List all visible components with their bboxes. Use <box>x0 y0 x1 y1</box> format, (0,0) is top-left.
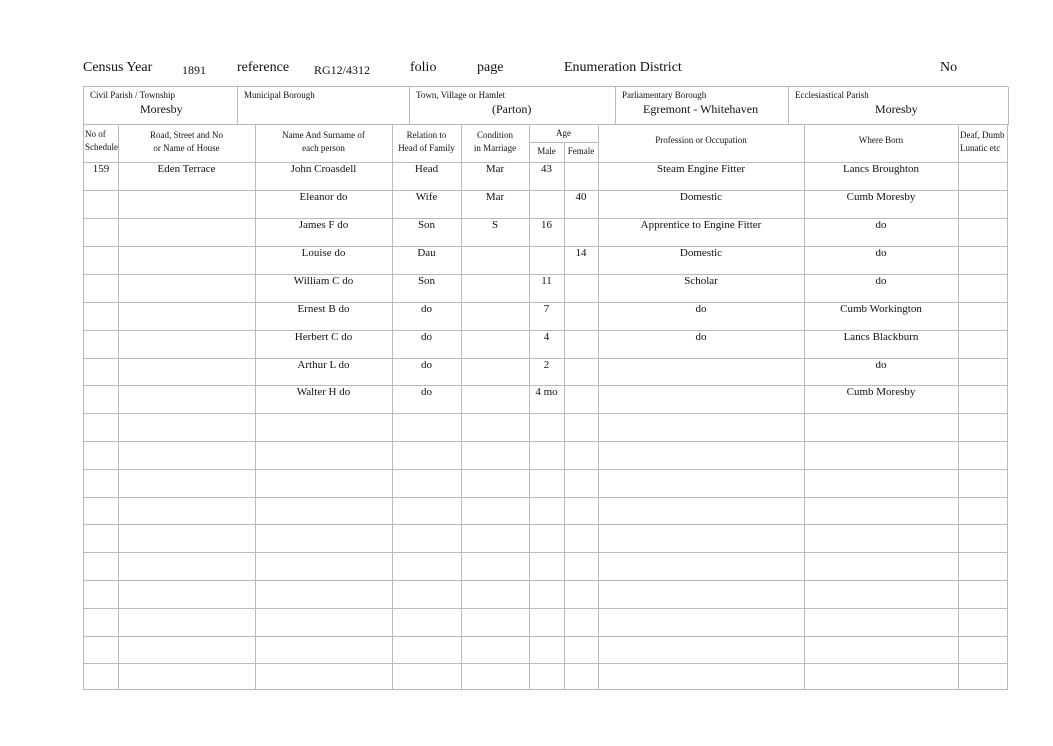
cell-condition <box>461 358 529 372</box>
col-header-relation-line2: Head of Family <box>398 143 455 153</box>
col-header-name-line2: each person <box>302 143 345 153</box>
cell-occupation: do <box>695 303 707 315</box>
town-label: Town, Village or Hamlet <box>416 90 506 100</box>
cell-schedule <box>84 274 118 288</box>
cell-occupation: Domestic <box>679 191 723 203</box>
col-divider <box>255 125 256 689</box>
row-line <box>84 608 1007 609</box>
cell-condition: Mar <box>485 191 505 203</box>
municipal-borough-cell <box>238 87 410 125</box>
cell-schedule <box>84 190 118 204</box>
cell-name: Walter H do <box>296 386 351 398</box>
cell-road <box>118 330 255 344</box>
row-line <box>84 497 1007 498</box>
cell-condition <box>461 330 529 344</box>
cell-relation: Head <box>414 163 439 175</box>
row-line <box>84 580 1007 581</box>
cell-where-born: do <box>875 275 887 287</box>
cell-road: Eden Terrace <box>157 163 216 175</box>
civil-parish-value: Moresby <box>140 102 183 116</box>
col-header-road <box>118 129 255 155</box>
col-header-name-line1: Name And Surname of <box>282 130 365 140</box>
cell-relation: do <box>421 303 432 315</box>
cell-occupation <box>598 358 804 372</box>
census-year-value: 1891 <box>182 63 206 77</box>
row-line <box>84 552 1007 553</box>
col-header-female: Female <box>567 146 595 156</box>
col-header-where-born: Where Born <box>858 135 904 145</box>
col-header-road-line1: Road, Street and No <box>150 130 223 140</box>
cell-relation: Son <box>417 219 436 231</box>
cell-name: John Croasdell <box>290 163 357 175</box>
age-subheader-line <box>529 142 598 143</box>
col-header-schedule-line1: No of <box>85 129 106 139</box>
cell-name: Herbert C do <box>294 331 353 343</box>
census-table <box>83 124 1008 690</box>
col-header-name <box>255 129 392 155</box>
cell-male: 11 <box>541 275 552 287</box>
cell-road <box>118 274 255 288</box>
number-label: No <box>940 60 958 75</box>
col-header-schedule <box>84 128 119 154</box>
cell-male: 4 <box>543 331 550 343</box>
cell-female <box>564 330 598 344</box>
cell-name: Eleanor do <box>299 191 348 203</box>
cell-relation: do <box>421 359 432 371</box>
cell-where-born: do <box>875 247 887 259</box>
ecclesiastical-parish-value: Moresby <box>875 102 918 116</box>
col-header-relation-line1: Relation to <box>406 130 447 140</box>
col-header-road-line2: or Name of House <box>153 143 220 153</box>
col-divider <box>804 125 805 689</box>
cell-female <box>564 358 598 372</box>
cell-schedule <box>84 358 118 372</box>
cell-female <box>564 274 598 288</box>
cell-road <box>118 246 255 260</box>
cell-male: 7 <box>543 303 550 315</box>
cell-occupation: do <box>695 331 707 343</box>
col-header-male: Male <box>537 146 556 156</box>
cell-condition <box>461 274 529 288</box>
cell-male <box>529 190 564 204</box>
cell-relation: do <box>421 386 432 398</box>
cell-relation: Wife <box>415 191 438 203</box>
cell-schedule <box>84 385 118 399</box>
cell-condition <box>461 302 529 316</box>
cell-name: James F do <box>298 219 349 231</box>
cell-where-born: do <box>875 359 887 371</box>
folio-label: folio <box>410 60 437 75</box>
cell-female <box>564 218 598 232</box>
census-year-label: Census Year <box>83 60 153 75</box>
col-divider <box>118 125 119 689</box>
cell-road <box>118 385 255 399</box>
cell-occupation: Domestic <box>679 247 723 259</box>
cell-name: Louise do <box>301 247 346 259</box>
cell-male: 2 <box>543 359 550 371</box>
cell-occupation <box>598 385 804 399</box>
col-header-relation <box>392 129 461 155</box>
cell-road <box>118 218 255 232</box>
col-divider <box>958 125 959 689</box>
cell-where-born: Lancs Broughton <box>842 163 920 175</box>
cell-schedule <box>84 218 118 232</box>
parliamentary-borough-cell <box>616 87 789 125</box>
col-header-deaf-line2: Lunatic etc <box>960 143 1001 153</box>
cell-female <box>564 302 598 316</box>
col-divider <box>529 125 530 689</box>
cell-name: Ernest B do <box>297 303 350 315</box>
cell-relation: Son <box>417 275 436 287</box>
col-divider <box>461 125 462 689</box>
cell-female <box>564 385 598 399</box>
reference-value: RG12/4312 <box>314 63 371 77</box>
col-header-deaf-line1: Deaf, Dumb <box>960 130 1005 140</box>
cell-where-born: Cumb Moresby <box>846 386 916 398</box>
cell-occupation: Apprentice to Engine Fitter <box>640 219 762 231</box>
cell-schedule <box>84 302 118 316</box>
enumeration-district-label: Enumeration District <box>564 60 682 75</box>
col-header-condition-line2: in Marriage <box>473 143 517 153</box>
col-header-condition-line1: Condition <box>476 130 513 140</box>
cell-schedule <box>84 330 118 344</box>
cell-where-born: Lancs Blackburn <box>843 331 919 343</box>
cell-name: Arthur L do <box>297 359 350 371</box>
cell-male: 16 <box>541 219 552 231</box>
civil-parish-cell <box>84 87 238 125</box>
ecclesiastical-parish-label: Ecclesiastical Parish <box>795 90 869 100</box>
col-divider <box>598 125 599 689</box>
col-header-condition <box>461 129 529 155</box>
cell-male <box>529 246 564 260</box>
cell-condition <box>461 246 529 260</box>
parliamentary-borough-value: Egremont - Whitehaven <box>643 102 759 116</box>
parish-info-row <box>83 86 1008 124</box>
col-header-age: Age <box>556 128 571 138</box>
cell-relation: do <box>421 331 432 343</box>
parliamentary-borough-label: Parliamentary Borough <box>622 90 707 100</box>
row-line <box>84 636 1007 637</box>
row-line <box>84 524 1007 525</box>
col-header-schedule-line2: Schedule <box>85 142 118 152</box>
cell-schedule <box>84 246 118 260</box>
cell-condition <box>461 385 529 399</box>
town-value: (Parton) <box>492 102 532 116</box>
cell-where-born: do <box>875 219 887 231</box>
cell-female: 40 <box>575 191 587 203</box>
cell-schedule: 159 <box>92 163 110 175</box>
town-cell <box>410 87 616 125</box>
cell-male: 43 <box>541 163 552 175</box>
cell-road <box>118 358 255 372</box>
cell-where-born: Cumb Workington <box>840 303 922 315</box>
col-header-occupation: Profession or Occupation <box>655 135 747 145</box>
ecclesiastical-parish-cell <box>789 87 1009 125</box>
cell-female <box>564 162 598 176</box>
row-line <box>84 663 1007 664</box>
col-divider <box>392 125 393 689</box>
row-line <box>84 469 1007 470</box>
row-line <box>84 441 1007 442</box>
cell-female: 14 <box>575 247 587 259</box>
reference-label: reference <box>237 60 290 75</box>
cell-occupation: Scholar <box>684 275 718 287</box>
col-header-deaf <box>958 129 1011 155</box>
page-label: page <box>477 60 504 75</box>
cell-condition: Mar <box>485 163 505 175</box>
cell-condition: S <box>491 219 499 231</box>
civil-parish-label: Civil Parish / Township <box>90 90 175 100</box>
cell-road <box>118 190 255 204</box>
cell-male: 4 mo <box>535 386 558 398</box>
cell-road <box>118 302 255 316</box>
row-line <box>84 413 1007 414</box>
municipal-borough-label: Municipal Borough <box>244 90 315 100</box>
cell-relation: Dau <box>417 247 436 259</box>
cell-name: William C do <box>293 275 354 287</box>
cell-occupation: Steam Engine Fitter <box>657 163 745 175</box>
cell-where-born: Cumb Moresby <box>846 191 916 203</box>
